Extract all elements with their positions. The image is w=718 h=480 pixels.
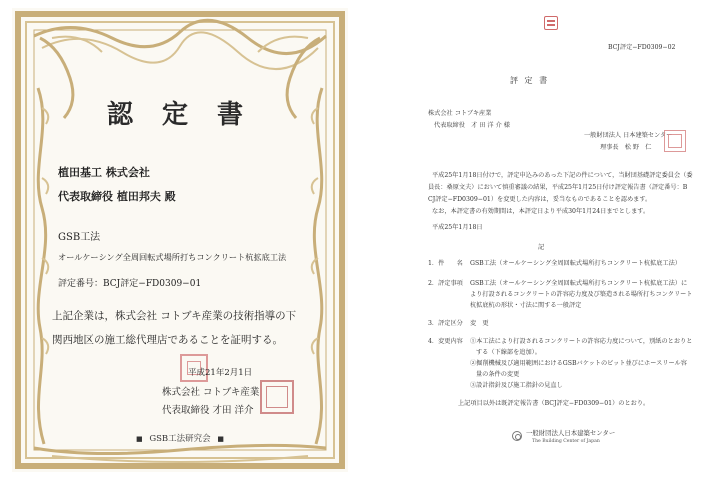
certificate-title: 認 定 書	[106, 100, 254, 130]
item-4-line-5: ③設計指針及び施工指針の見直し	[470, 382, 563, 389]
bcj-footer-logo-icon	[512, 431, 522, 441]
certificate-footer	[12, 432, 348, 444]
certificate-body-line-1: 上記企業は，株式会社 コトブキ産業の技術指導の下	[52, 310, 297, 322]
item-1-line-1: GSB工法（オールケーシング全周回転式場所打ちコンクリート杭拡底工法）	[470, 260, 681, 267]
seal-stamp	[664, 130, 686, 152]
evaluation-title: 評 定 書	[510, 76, 550, 85]
seal-stamp-large	[260, 380, 294, 414]
addressee-company: 株式会社 コトブキ産業	[428, 110, 492, 117]
issuer-representative: 代表取締役 才田 洋介	[162, 405, 254, 416]
item-2-line-3: 杭拡底杭の形状・寸法に関する一般評定	[470, 302, 582, 309]
item-4-line-2: する（下線部を追加）。	[476, 349, 541, 356]
footer-organization-en: The Building Center of Japan	[532, 439, 600, 444]
item-4-line-4: 量の条件の変更	[476, 371, 520, 378]
bcj-logo-icon	[544, 16, 558, 30]
issuer-company: 株式会社 コトブキ産業	[162, 387, 260, 398]
issuer-organization: 一般財団法人 日本建築センター	[584, 132, 673, 139]
item-3-line-1: 変 更	[470, 320, 489, 327]
evaluation-date: 平成25年1月18日	[432, 224, 483, 231]
item-1-label: 1．件 名	[428, 260, 463, 267]
item-2-line-1: GSB工法（オールケーシング全周回転式場所打ちコンクリート杭拡底工法）に	[470, 280, 688, 287]
certificate-body-line-2: 関西地区の施工総代理店であることを証明する。	[52, 334, 283, 346]
footer-organization: 一般財団法人日本建築センター	[526, 429, 616, 437]
closing-note: 上記項目以外は既評定報告書（BCJ評定−FD0309−01）のとおり。	[458, 400, 650, 407]
recipient-company: 植田基工 株式会社	[58, 166, 150, 179]
item-2-label: 2．評定事項	[428, 280, 463, 287]
method-name: GSB工法	[58, 232, 101, 243]
item-4-label: 4．変更内容	[428, 338, 463, 345]
certificate-page	[12, 8, 348, 472]
item-4-line-3: ②掘削機械及び適用範囲におけるGSBバケットのビット並びにホースリール容	[470, 360, 687, 367]
certificate-date: 平成21年2月1日	[188, 368, 253, 378]
addressee-representative: 代表取締役 才 田 洋 介 様	[434, 122, 510, 129]
intro-line-2: 員長：桑原文夫）において慎重審議の結果，平成25年1月25日付け評定報告書（評定番号：B	[428, 184, 688, 191]
evaluation-number: 評定番号：BCJ評定−FD0309−01	[58, 279, 202, 289]
footer-text: GSB工法研究会	[149, 434, 211, 444]
item-2-line-2: より打設されるコンクリートの許容応力度及び築造される場所打ちコンクリート	[470, 291, 693, 298]
document-code: BCJ評定−FD0309−02	[608, 44, 676, 51]
issuer-chief: 理事長 松 野 仁	[600, 144, 652, 151]
item-4-line-1: ①本工法により打設されるコンクリートの許容応力度について，別紙のとおりと	[470, 338, 693, 345]
intro-line-4: なお，本評定書の有効期間は，本評定日より平成30年1月24日までとします。	[432, 208, 650, 215]
recipient-representative: 代表取締役 植田邦夫 殿	[58, 190, 176, 203]
footer-square-icon: ■	[135, 435, 143, 443]
evaluation-page	[372, 8, 712, 472]
item-3-label: 3．評定区分	[428, 320, 463, 327]
method-subtitle: オールケーシング全周回転式場所打ちコンクリート杭拡底工法	[58, 252, 287, 262]
footer-square-icon: ■	[217, 435, 225, 443]
intro-line-3: CJ評定−FD0309−01）を変更した内容は，妥当なものであることを認めます。	[428, 196, 652, 203]
ki-marker: 記	[538, 244, 545, 251]
intro-line-1: 平成25年1月18日付けで，評定申込みのあった下記の件について，当財団基礎評定委員会（委	[432, 172, 693, 179]
